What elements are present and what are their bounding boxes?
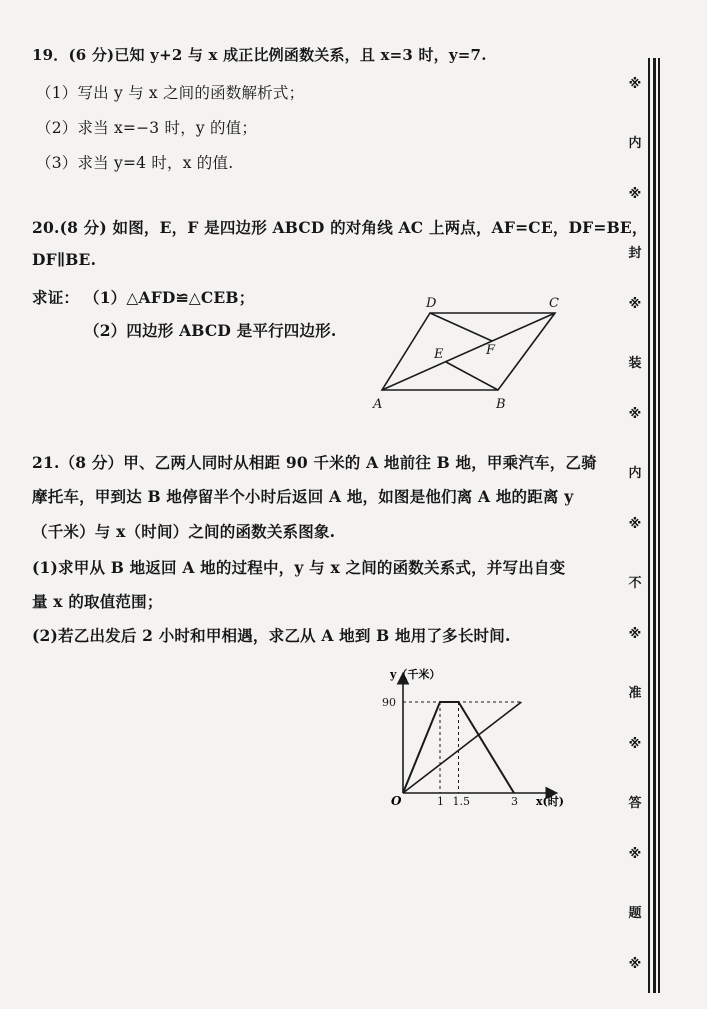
x-axis-label: x(时): [536, 795, 564, 808]
q20-parallelogram-figure: [370, 290, 570, 418]
strip-char: 内: [628, 465, 642, 481]
q21-stem-line-1: 21.（8 分）甲、乙两人同时从相距 90 千米的 A 地前往 B 地，甲乘汽车，乙骑: [32, 453, 597, 472]
q21-stem-line-2: 摩托车，甲到达 B 地停留半个小时后返回 A 地，如图是他们离 A 地的距离 y: [32, 487, 574, 506]
strip-char: 封: [628, 245, 642, 261]
strip-char: ※: [628, 516, 642, 532]
q19-stem: 19．(6 分)已知 y+2 与 x 成正比例函数关系，且 x=3 时，y=7.: [32, 46, 487, 64]
binding-strip: [624, 58, 660, 993]
strip-char: ※: [628, 406, 642, 422]
q20-stem-line-1: 20.(8 分) 如图，E，F 是四边形 ABCD 的对角线 AC 上两点，AF=CE，DF=BE，: [32, 218, 648, 237]
strip-char: 不: [628, 575, 642, 591]
label-E: E: [434, 347, 444, 362]
strip-line-2: [653, 58, 656, 993]
q21-part-1a: (1)求甲从 B 地返回 A 地的过程中，y 与 x 之间的函数关系式，并写出自变: [32, 558, 566, 577]
q19-part-3: （3）求当 y=4 时，x 的值.: [36, 154, 234, 172]
label-B: B: [496, 397, 506, 412]
q21-distance-time-chart: [370, 665, 600, 825]
q20-part-1: （1）△AFD≌△CEB；: [84, 288, 255, 307]
strip-line-3: [658, 58, 660, 993]
label-D: D: [426, 296, 437, 311]
strip-char: ※: [628, 736, 642, 752]
y-tick-label: 90: [382, 696, 396, 709]
q20-stem-line-2: DF∥BE.: [32, 250, 97, 269]
strip-char: 装: [628, 355, 642, 371]
strip-char: ※: [628, 186, 642, 202]
q21-part-1b: 量 x 的取值范围；: [32, 592, 163, 611]
q21-stem-line-3: （千米）与 x（时间）之间的函数关系图象.: [32, 522, 336, 541]
strip-char: ※: [628, 76, 642, 92]
strip-char: 内: [628, 135, 642, 151]
segment-DF: [430, 313, 492, 341]
label-F: F: [486, 343, 496, 358]
origin-label: O: [391, 794, 402, 808]
x-tick-label: 1.5: [452, 795, 470, 808]
x-tick-label: 1: [437, 795, 444, 808]
y-axis-label: y（千米）: [390, 668, 441, 681]
label-A: A: [373, 397, 383, 412]
segment-BE: [446, 362, 498, 390]
strip-char: 答: [628, 795, 642, 811]
q21-part-2: (2)若乙出发后 2 小时和甲相遇，求乙从 A 地到 B 地用了多长时间.: [32, 626, 511, 645]
strip-char: 题: [628, 905, 642, 921]
strip-char: ※: [628, 626, 642, 642]
x-tick-label: 3: [511, 795, 518, 808]
diagonal-AC: [382, 313, 555, 390]
strip-line-1: [648, 58, 650, 993]
q19-part-1: （1）写出 y 与 x 之间的函数解析式；: [36, 84, 305, 102]
strip-char: ※: [628, 956, 642, 972]
label-C: C: [549, 296, 559, 311]
q20-part-2: （2）四边形 ABCD 是平行四边形.: [84, 321, 337, 340]
strip-char: 准: [628, 685, 642, 701]
q19-part-2: （2）求当 x=−3 时，y 的值；: [36, 119, 258, 137]
strip-char: ※: [628, 846, 642, 862]
q20-proof-label: 求证：: [32, 288, 80, 307]
strip-char: ※: [628, 296, 642, 312]
